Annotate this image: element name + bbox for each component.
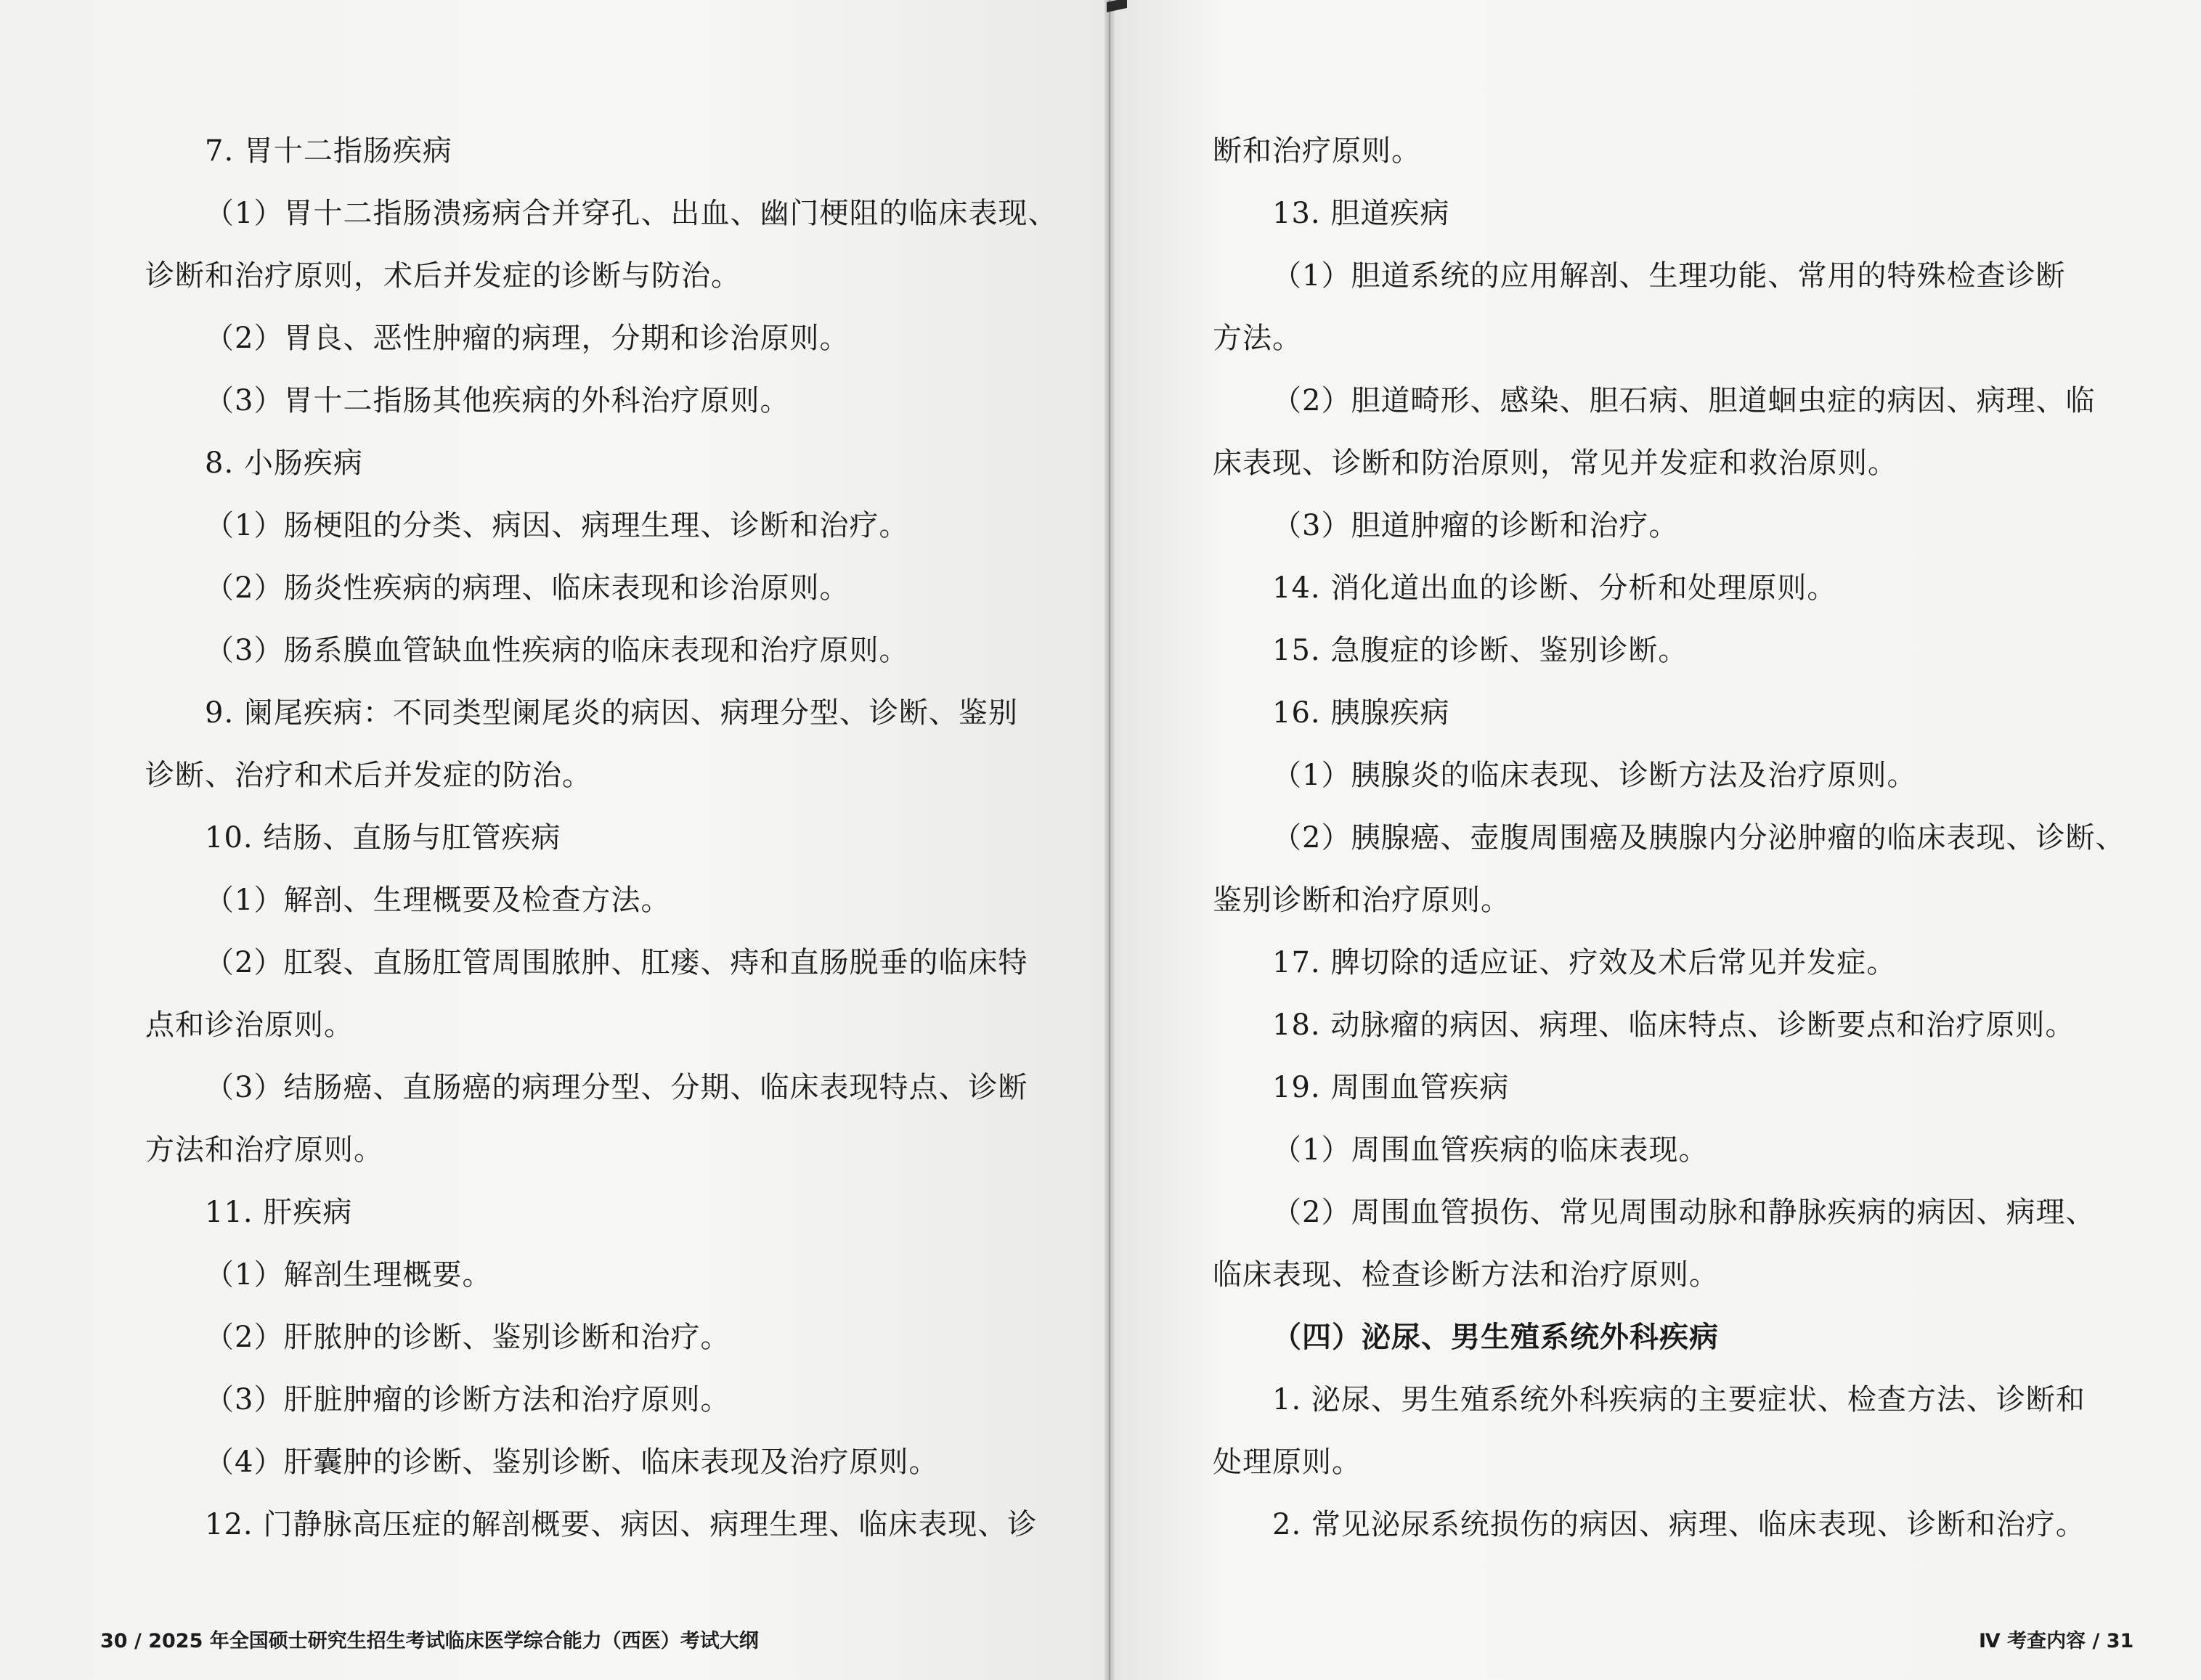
- text-line: 断和治疗原则。: [1213, 134, 1421, 168]
- text-line: 临床表现、检查诊断方法和治疗原则。: [1213, 1258, 1719, 1292]
- text-line: 19. 周围血管疾病: [1272, 1071, 1510, 1104]
- section-heading: （四）泌尿、男生殖系统外科疾病: [1272, 1321, 1719, 1354]
- right-page-text: [1213, 120, 2139, 1556]
- text-line: 11. 肝疾病: [205, 1196, 353, 1229]
- right-page-footer: Ⅳ 考查内容 / 31: [1979, 1630, 2134, 1652]
- text-line: （2）周围血管损伤、常见周围动脉和静脉疾病的病因、病理、: [1272, 1196, 2096, 1229]
- left-page-footer: 30 / 2025 年全国硕士研究生招生考试临床医学综合能力（西医）考试大纲: [100, 1630, 759, 1652]
- text-line: 1. 泌尿、男生殖系统外科疾病的主要症状、检查方法、诊断和: [1272, 1383, 2086, 1416]
- text-line: 处理原则。: [1213, 1445, 1362, 1479]
- text-line: 诊断和治疗原则，术后并发症的诊断与防治。: [145, 259, 741, 293]
- text-line: 12. 门静脉高压症的解剖概要、病因、病理生理、临床表现、诊: [205, 1508, 1038, 1541]
- text-line: 8. 小肠疾病: [205, 446, 363, 480]
- text-line: 2. 常见泌尿系统损伤的病因、病理、临床表现、诊断和治疗。: [1272, 1508, 2086, 1541]
- text-line: （1）周围血管疾病的临床表现。: [1272, 1133, 1709, 1167]
- text-line: 床表现、诊断和防治原则，常见并发症和救治原则。: [1213, 446, 1897, 480]
- text-line: （2）胆道畸形、感染、胆石病、胆道蛔虫症的病因、病理、临: [1272, 384, 2096, 417]
- text-line: 7. 胃十二指肠疾病: [205, 134, 452, 168]
- text-line: （3）结肠癌、直肠癌的病理分型、分期、临床表现特点、诊断: [205, 1071, 1028, 1104]
- text-line: （1）胃十二指肠溃疡病合并穿孔、出血、幽门梗阻的临床表现、: [205, 197, 1058, 230]
- text-line: 鉴别诊断和治疗原则。: [1213, 884, 1510, 917]
- text-line: 10. 结肠、直肠与肛管疾病: [205, 821, 561, 855]
- text-line: 17. 脾切除的适应证、疗效及术后常见并发症。: [1272, 946, 1897, 979]
- text-line: 点和诊治原则。: [145, 1008, 354, 1042]
- text-line: （2）肝脓肿的诊断、鉴别诊断和治疗。: [205, 1321, 731, 1354]
- book-gutter: [1104, 0, 1115, 1680]
- text-line: 18. 动脉瘤的病因、病理、临床特点、诊断要点和治疗原则。: [1272, 1008, 2075, 1042]
- text-line: （2）肛裂、直肠肛管周围脓肿、肛瘘、痔和直肠脱垂的临床特: [205, 946, 1028, 979]
- text-line: 诊断、治疗和术后并发症的防治。: [145, 759, 592, 792]
- text-line: （1）解剖、生理概要及检查方法。: [205, 884, 671, 917]
- text-line: 9. 阑尾疾病：不同类型阑尾炎的病因、病理分型、诊断、鉴别: [205, 696, 1018, 730]
- text-line: （1）胰腺炎的临床表现、诊断方法及治疗原则。: [1272, 759, 1917, 792]
- text-line: 方法和治疗原则。: [145, 1133, 383, 1167]
- text-line: （1）解剖生理概要。: [205, 1258, 492, 1292]
- text-line: 方法。: [1213, 322, 1302, 355]
- text-line: （4）肝囊肿的诊断、鉴别诊断、临床表现及治疗原则。: [205, 1445, 939, 1479]
- text-line: 15. 急腹症的诊断、鉴别诊断。: [1272, 634, 1688, 667]
- text-line: （3）肝脏肿瘤的诊断方法和治疗原则。: [205, 1383, 731, 1416]
- text-line: （2）胃良、恶性肿瘤的病理，分期和诊治原则。: [205, 322, 850, 355]
- left-page-text: [145, 120, 1082, 1556]
- text-line: 16. 胰腺疾病: [1272, 696, 1450, 730]
- text-line: 14. 消化道出血的诊断、分析和处理原则。: [1272, 571, 1837, 605]
- text-line: （1）胆道系统的应用解剖、生理功能、常用的特殊检查诊断: [1272, 259, 2066, 293]
- text-line: （2）肠炎性疾病的病理、临床表现和诊治原则。: [205, 571, 850, 605]
- text-line: （3）胆道肿瘤的诊断和治疗。: [1272, 509, 1679, 542]
- text-line: （3）肠系膜血管缺血性疾病的临床表现和治疗原则。: [205, 634, 909, 667]
- text-line: 13. 胆道疾病: [1272, 197, 1450, 230]
- text-line: （3）胃十二指肠其他疾病的外科治疗原则。: [205, 384, 790, 417]
- text-line: （2）胰腺癌、壶腹周围癌及胰腺内分泌肿瘤的临床表现、诊断、: [1272, 821, 2125, 855]
- text-line: （1）肠梗阻的分类、病因、病理生理、诊断和治疗。: [205, 509, 909, 542]
